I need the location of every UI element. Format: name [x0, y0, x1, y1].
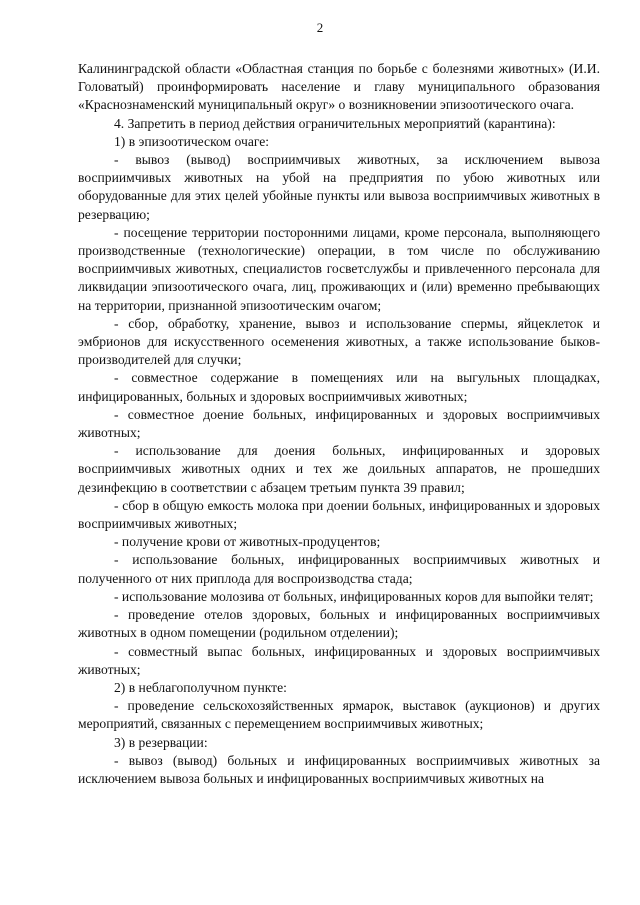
paragraph-15: - совместный выпас больных, инфицированных и здоровых восприимчивых животных;	[78, 643, 600, 677]
paragraph-5: - посещение территории посторонними лицами, кроме персонала, выполняющего производственные (технологические) операции, в том числе по обслуживанию восприимчивых животных, специалистов госветслужбы и привлеченного персонала для ликвидации эпизоотического очага, лиц, проживающих и (или) временно пребывающих на территории, признанной эпизоотическим очагом;	[78, 224, 600, 313]
paragraph-3: 1) в эпизоотическом очаге:	[114, 133, 270, 149]
paragraph-7: - совместное содержание в помещениях или на выгульных площадках, инфицированных, больных и здоровых восприимчивых животных;	[78, 370, 600, 404]
document-body	[78, 60, 600, 788]
paragraph-18: 3) в резервации:	[114, 734, 208, 750]
paragraph-17: - проведение сельскохозяйственных ярмарок, выставок (аукционов) и других мероприятий, связанных с перемещением восприимчивых животных;	[78, 698, 600, 732]
paragraph-12: - использование больных, инфицированных восприимчивых животных и полученного от них приплода для воспроизводства стада;	[78, 552, 600, 586]
paragraph-14: - проведение отелов здоровых, больных и инфицированных восприимчивых животных в одном помещении (родильном отделении);	[78, 607, 600, 641]
paragraph-11: - получение крови от животных-продуцентов;	[114, 534, 381, 550]
paragraph-10: - сбор в общую емкость молока при доении больных, инфицированных и здоровых восприимчивых животных;	[78, 497, 600, 532]
paragraph-8: - совместное доение больных, инфицированных и здоровых восприимчивых животных;	[78, 406, 600, 441]
paragraph-2: 4. Запретить в период действия ограничительных мероприятий (карантина):	[114, 115, 556, 131]
paragraph-13: - использование молозива от больных, инфицированных коров для выпойки телят;	[114, 588, 594, 604]
paragraph-4: - вывоз (вывод) восприимчивых животных, за исключением вывоза восприимчивых животных на убой на предприятия по убою животных или оборудованные для этих целей убойные пункты или вывоза восприимчивых животных в резервацию;	[78, 152, 600, 222]
paragraph-9: - использование для доения больных, инфицированных и здоровых восприимчивых животных одних и тех же доильных аппаратов, не прошедших дезинфекцию в соответствии с абзацем третьим пункта 39 правил;	[78, 443, 600, 495]
paragraph-19: - вывоз (вывод) больных и инфицированных восприимчивых животных за исключением вывоза больных и инфицированных восприимчивых животных на	[78, 752, 600, 786]
paragraph-6: - сбор, обработку, хранение, вывоз и использование спермы, яйцеклеток и эмбрионов для искусственного осеменения животных, а также использование быков-производителей для случки;	[78, 315, 600, 368]
paragraph-16: 2) в неблагополучном пункте:	[114, 679, 287, 695]
paragraph-1: Калининградской области «Областная станция по борьбе с болезнями животных» (И.И. Головатый) проинформировать население и главу муниципального образования «Краснознаменский муниципальный округ» о возникновении эпизоотического очага.	[78, 61, 600, 113]
page-number: 2	[316, 20, 324, 35]
